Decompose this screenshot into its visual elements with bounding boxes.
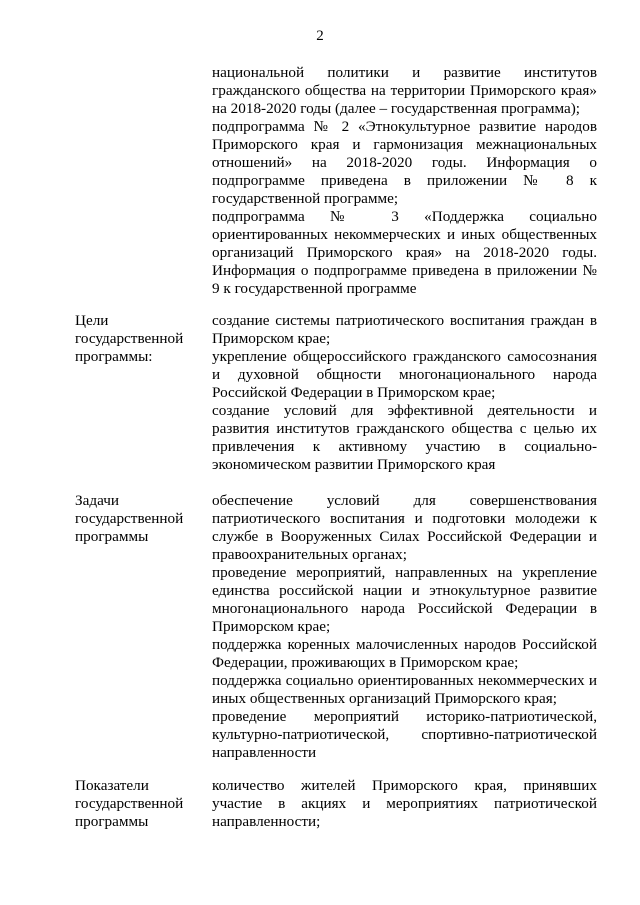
tasks-paragraph-1: обеспечение условий для совершенствования патриотического воспитания и подготовки молодежи к службе в Вооруженных Силах Российской Федерации и правоохранительных органах;: [212, 492, 597, 563]
tasks-label-line-3: программы: [75, 528, 149, 545]
indicators-paragraph-1: количество жителей Приморского края, принявших участие в акциях и мероприятиях патриотической направленности;: [212, 777, 597, 830]
tasks-paragraph-3: поддержка коренных малочисленных народов Российской Федерации, проживающих в Приморском крае;: [212, 636, 597, 671]
indicators-content: [212, 777, 597, 831]
intro-content: [212, 64, 597, 298]
indicators-label-line-2: государственной: [75, 795, 184, 812]
tasks-paragraph-5: проведение мероприятий историко-патриотической, культурно-патриотической, спортивно-патриотической направленности: [212, 708, 597, 761]
tasks-label: [75, 492, 200, 546]
intro-paragraph-3: подпрограмма № 3 «Поддержка социально ориентированных некоммерческих и иных общественных организаций Приморского края» на 2018-2020 годы. Информация о подпрограмме приведена в приложении № 9 к государственной программе: [212, 208, 597, 297]
intro-paragraph-2: подпрограмма № 2 «Этнокультурное развитие народов Приморского края и гармонизация межнациональных отношений» на 2018-2020 годы. Информация о подпрограмме приведена в приложении № 8 к государственной программе;: [212, 118, 597, 207]
tasks-paragraph-4: поддержка социально ориентированных некоммерческих и иных общественных организаций Приморского края;: [212, 672, 597, 707]
goals-paragraph-3: создание условий для эффективной деятельности и развития институтов гражданского общества с целью их привлечения к активному участию в социально-экономическом развитии Приморского края: [212, 402, 597, 473]
tasks-label-line-2: государственной: [75, 510, 184, 527]
intro-paragraph-1: национальной политики и развитие институтов гражданского общества на территории Приморского края» на 2018-2020 годы (далее – государственная программа);: [212, 64, 597, 117]
goals-label-line-1: Цели: [75, 312, 109, 329]
goals-paragraph-2: укрепление общероссийского гражданского самосознания и духовной общности многонационального народа Российской Федерации в Приморском крае;: [212, 348, 597, 401]
indicators-label-line-3: программы: [75, 813, 149, 830]
indicators-label-line-1: Показатели: [75, 777, 149, 794]
goals-label: [75, 312, 200, 366]
page-number: 2: [316, 28, 324, 44]
goals-content: [212, 312, 597, 474]
goals-label-line-2: государственной: [75, 330, 184, 347]
tasks-label-line-1: Задачи: [75, 492, 119, 509]
tasks-paragraph-2: проведение мероприятий, направленных на укрепление единства российской нации и этнокультурное развитие многонационального народа Российской Федерации в Приморском крае;: [212, 564, 597, 635]
tasks-content: [212, 492, 597, 762]
goals-paragraph-1: создание системы патриотического воспитания граждан в Приморском крае;: [212, 312, 597, 347]
goals-label-line-3: программы:: [75, 348, 153, 365]
indicators-label: [75, 777, 200, 831]
